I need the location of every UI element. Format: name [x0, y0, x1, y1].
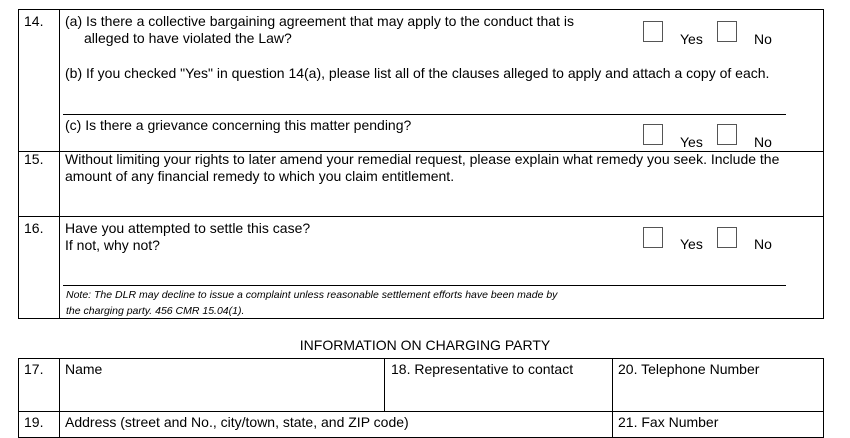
- q18-representative-label: 18. Representative to contact: [391, 361, 574, 377]
- q14a-line2: alleged to have violated the Law?: [84, 30, 292, 46]
- q14a-no-label: No: [754, 31, 772, 47]
- q14b-text: (b) If you checked "Yes" in question 14(a), please list all of the clauses alleged to apply and attach a copy of each.: [65, 65, 770, 81]
- q21-fax-label: 21. Fax Number: [618, 414, 719, 430]
- q14a-yes-label: Yes: [680, 31, 703, 47]
- q15-line2: amount of any financial remedy to which you claim entitlement.: [65, 168, 455, 184]
- col-divider-18: [384, 358, 385, 411]
- q16-note-line2: the charging party. 456 CMR 15.04(1).: [66, 305, 245, 317]
- row-divider-17-19: [18, 411, 824, 412]
- q15-line1: Without limiting your rights to later amend your remedial request, please explain what remedy you seek. Include the: [65, 151, 780, 167]
- q17-name-label: Name: [65, 361, 103, 377]
- divider-15-16: [18, 216, 824, 217]
- col-divider-20: [612, 358, 613, 438]
- q16-no-checkbox[interactable]: [717, 227, 737, 248]
- q14a-yes-checkbox[interactable]: [643, 21, 663, 42]
- col-divider-17: [59, 358, 60, 438]
- q20-telephone-label: 20. Telephone Number: [618, 361, 760, 377]
- q14-number: 14.: [24, 13, 44, 29]
- q16-answer-line[interactable]: [63, 285, 786, 286]
- number-column-divider: [59, 9, 60, 319]
- q14c-text: (c) Is there a grievance concerning this matter pending?: [65, 117, 412, 133]
- q16-note-line1: Note: The DLR may decline to issue a complaint unless reasonable settlement efforts have been made by: [66, 289, 558, 301]
- q16-line2: If not, why not?: [65, 237, 160, 253]
- q19-number: 19.: [24, 414, 44, 430]
- q16-line1: Have you attempted to settle this case?: [65, 220, 311, 236]
- q19-address-label: Address (street and No., city/town, state, and ZIP code): [65, 414, 409, 430]
- q14b-answer-line[interactable]: [63, 114, 786, 115]
- q14c-yes-label: Yes: [680, 134, 703, 150]
- q14a-line1: (a) Is there a collective bargaining agreement that may apply to the conduct that is: [65, 13, 574, 29]
- q16-yes-label: Yes: [680, 236, 703, 252]
- q16-no-label: No: [754, 236, 772, 252]
- q15-number: 15.: [24, 151, 44, 167]
- q17-number: 17.: [24, 361, 44, 377]
- q14c-no-checkbox[interactable]: [717, 124, 737, 145]
- q14c-yes-checkbox[interactable]: [643, 124, 663, 145]
- q14c-no-label: No: [754, 134, 772, 150]
- q14a-no-checkbox[interactable]: [717, 21, 737, 42]
- q16-number: 16.: [24, 220, 44, 236]
- q16-yes-checkbox[interactable]: [643, 227, 663, 248]
- section-title: INFORMATION ON CHARGING PARTY: [299, 337, 551, 353]
